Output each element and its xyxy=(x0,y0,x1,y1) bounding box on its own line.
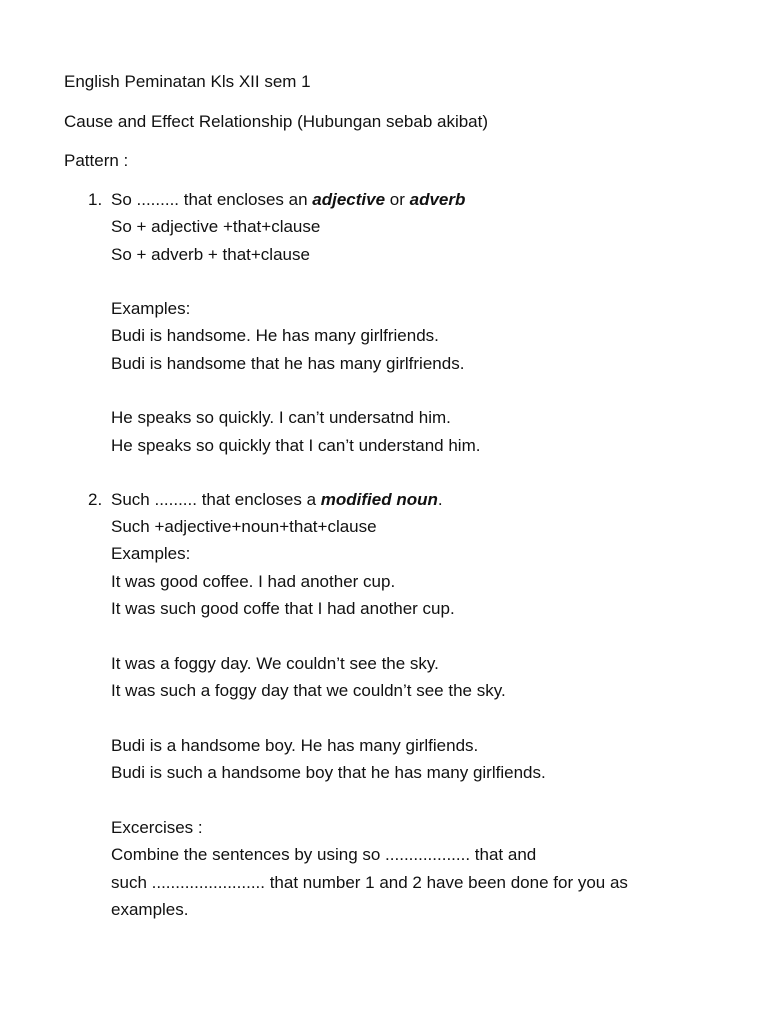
item2-examples-label: Examples: xyxy=(111,544,191,563)
item1-intro-adverb: adverb xyxy=(409,190,466,209)
item2-example-3-b: Budi is such a handsome boy that he has many girlfiends. xyxy=(111,763,546,782)
item2-number: 2. xyxy=(88,490,103,509)
pattern-label: Pattern : xyxy=(64,151,129,170)
item2-formula: Such +adjective+noun+that+clause xyxy=(111,517,377,536)
topic-title: Cause and Effect Relationship (Hubungan sebab akibat) xyxy=(64,112,489,131)
item1-examples-label: Examples: xyxy=(111,299,191,318)
exercise-instruction-2: such ........................ that number 1 and 2 have been done for you as xyxy=(111,873,628,892)
item1-example-2-b: He speaks so quickly that I can’t understand him. xyxy=(111,436,481,455)
item1-intro-adjective: adjective xyxy=(312,190,386,209)
item1-intro-text-b: or xyxy=(385,190,410,209)
item2-intro xyxy=(111,489,443,511)
item1-formula-2: So + adverb + that+clause xyxy=(111,245,310,264)
item2-example-1-b: It was such good coffe that I had another cup. xyxy=(111,599,455,618)
item2-intro-text-a: Such ......... that encloses a xyxy=(111,490,321,509)
exercise-instruction-3: examples. xyxy=(111,900,189,919)
item2-example-2-a: It was a foggy day. We couldn’t see the sky. xyxy=(111,654,439,673)
course-title: English Peminatan Kls XII sem 1 xyxy=(64,72,311,91)
item1-formula-1: So + adjective +that+clause xyxy=(111,217,321,236)
item1-example-2-a: He speaks so quickly. I can’t undersatnd him. xyxy=(111,408,451,427)
exercises-label: Excercises : xyxy=(111,818,203,837)
item2-example-2-b: It was such a foggy day that we couldn’t see the sky. xyxy=(111,681,506,700)
item2-intro-modified-noun: modified noun xyxy=(320,490,438,509)
item2-intro-text-b: . xyxy=(437,490,443,509)
item2-example-1-a: It was good coffee. I had another cup. xyxy=(111,572,396,591)
item1-intro xyxy=(111,189,465,211)
exercise-instruction-1: Combine the sentences by using so .................. that and xyxy=(111,845,537,864)
item1-number: 1. xyxy=(88,190,103,209)
item1-intro-text-a: So ......... that encloses an xyxy=(111,190,313,209)
item1-example-1-a: Budi is handsome. He has many girlfriends. xyxy=(111,326,439,345)
item1-example-1-b: Budi is handsome that he has many girlfriends. xyxy=(111,354,465,373)
item2-example-3-a: Budi is a handsome boy. He has many girlfiends. xyxy=(111,736,479,755)
